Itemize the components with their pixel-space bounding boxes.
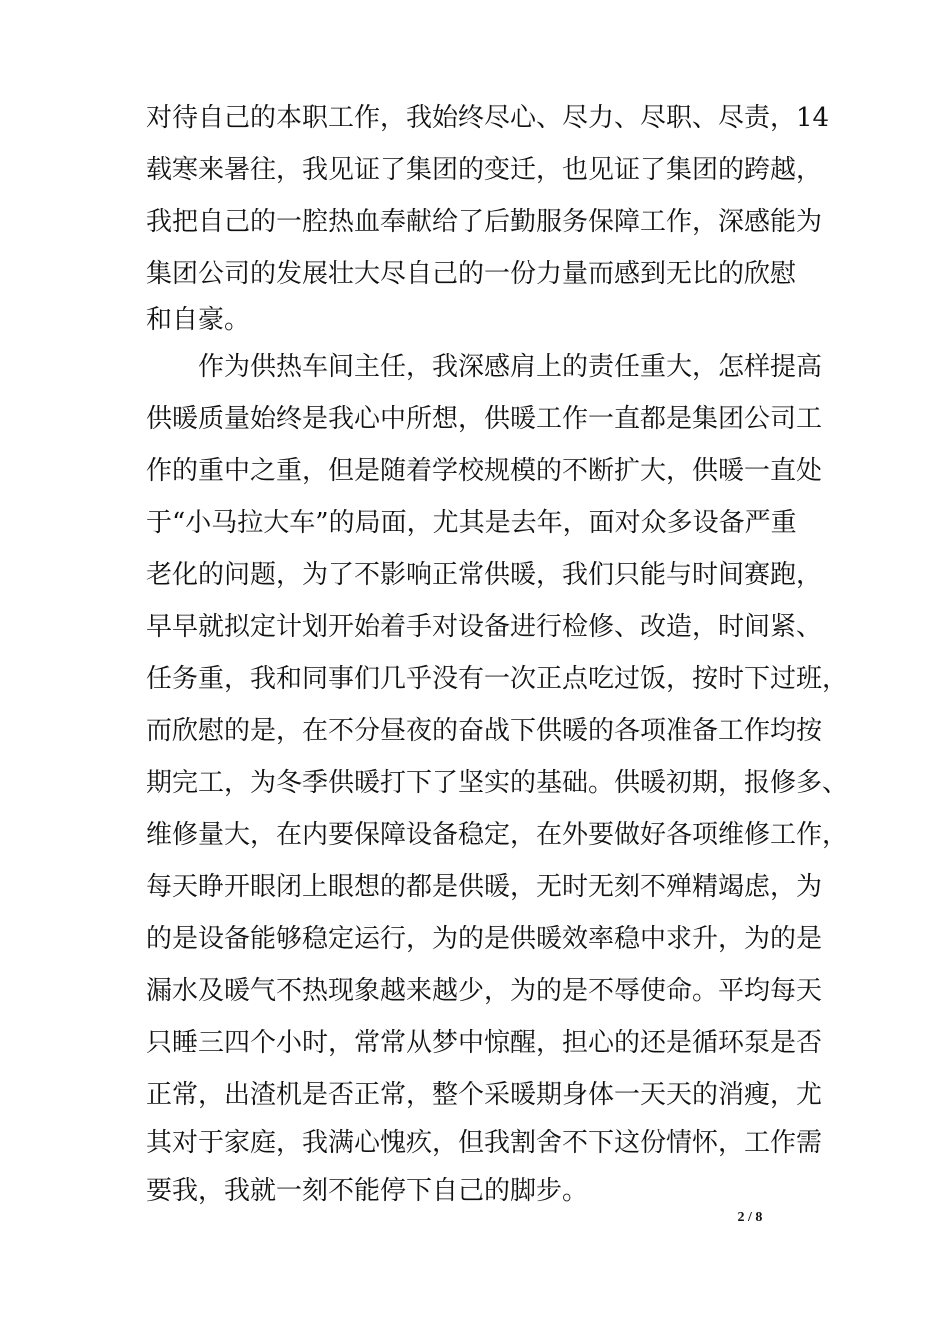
text-line: 任务重，我和同事们几乎没有一次正点吃过饭，按时下过班， [146, 664, 849, 694]
page-number: 2 / 8 [737, 1210, 763, 1225]
text-line: 早早就拟定计划开始着手对设备进行检修、改造，时间紧、 [146, 612, 823, 642]
text-line: 集团公司的发展壮大尽自己的一份力量而感到无比的欣慰 [146, 259, 797, 289]
text-line: 维修量大，在内要保障设备稳定，在外要做好各项维修工作， [146, 820, 849, 850]
text-line: 我把自己的一腔热血奉献给了后勤服务保障工作，深感能为 [146, 207, 823, 237]
text-line: 只睡三四个小时，常常从梦中惊醒，担心的还是循环泵是否 [146, 1028, 823, 1058]
text-line: 于“小马拉大车”的局面，尤其是去年，面对众多设备严重 [146, 508, 797, 538]
text-line: 老化的问题，为了不影响正常供暖，我们只能与时间赛跑， [146, 560, 823, 590]
text-line: 要我，我就一刻不能停下自己的脚步。 [146, 1176, 589, 1206]
text-line: 载寒来暑往，我见证了集团的变迁，也见证了集团的跨越， [146, 155, 823, 185]
text-line: 期完工，为冬季供暖打下了坚实的基础。供暖初期，报修多、 [146, 768, 849, 798]
text-line: 对待自己的本职工作，我始终尽心、尽力、尽职、尽责，14 [146, 103, 830, 133]
text-line: 的是设备能够稳定运行，为的是供暖效率稳中求升，为的是 [146, 924, 823, 954]
text-line: 每天睁开眼闭上眼想的都是供暖，无时无刻不殚精竭虑，为 [146, 872, 823, 902]
text-line: 漏水及暖气不热现象越来越少，为的是不辱使命。平均每天 [146, 976, 823, 1006]
text-line: 供暖质量始终是我心中所想，供暖工作一直都是集团公司工 [146, 404, 823, 434]
text-line: 其对于家庭，我满心愧疚，但我割舍不下这份情怀，工作需 [146, 1128, 823, 1158]
text-line: 正常，出渣机是否正常，整个采暖期身体一天天的消瘦，尤 [146, 1080, 823, 1110]
text-line: 作的重中之重，但是随着学校规模的不断扩大，供暖一直处 [146, 456, 823, 486]
text-line: 和自豪。 [146, 305, 251, 335]
text-line: 而欣慰的是，在不分昼夜的奋战下供暖的各项准备工作均按 [146, 716, 823, 746]
paragraph-first-line: 作为供热车间主任，我深感肩上的责任重大，怎样提高 [198, 352, 823, 382]
